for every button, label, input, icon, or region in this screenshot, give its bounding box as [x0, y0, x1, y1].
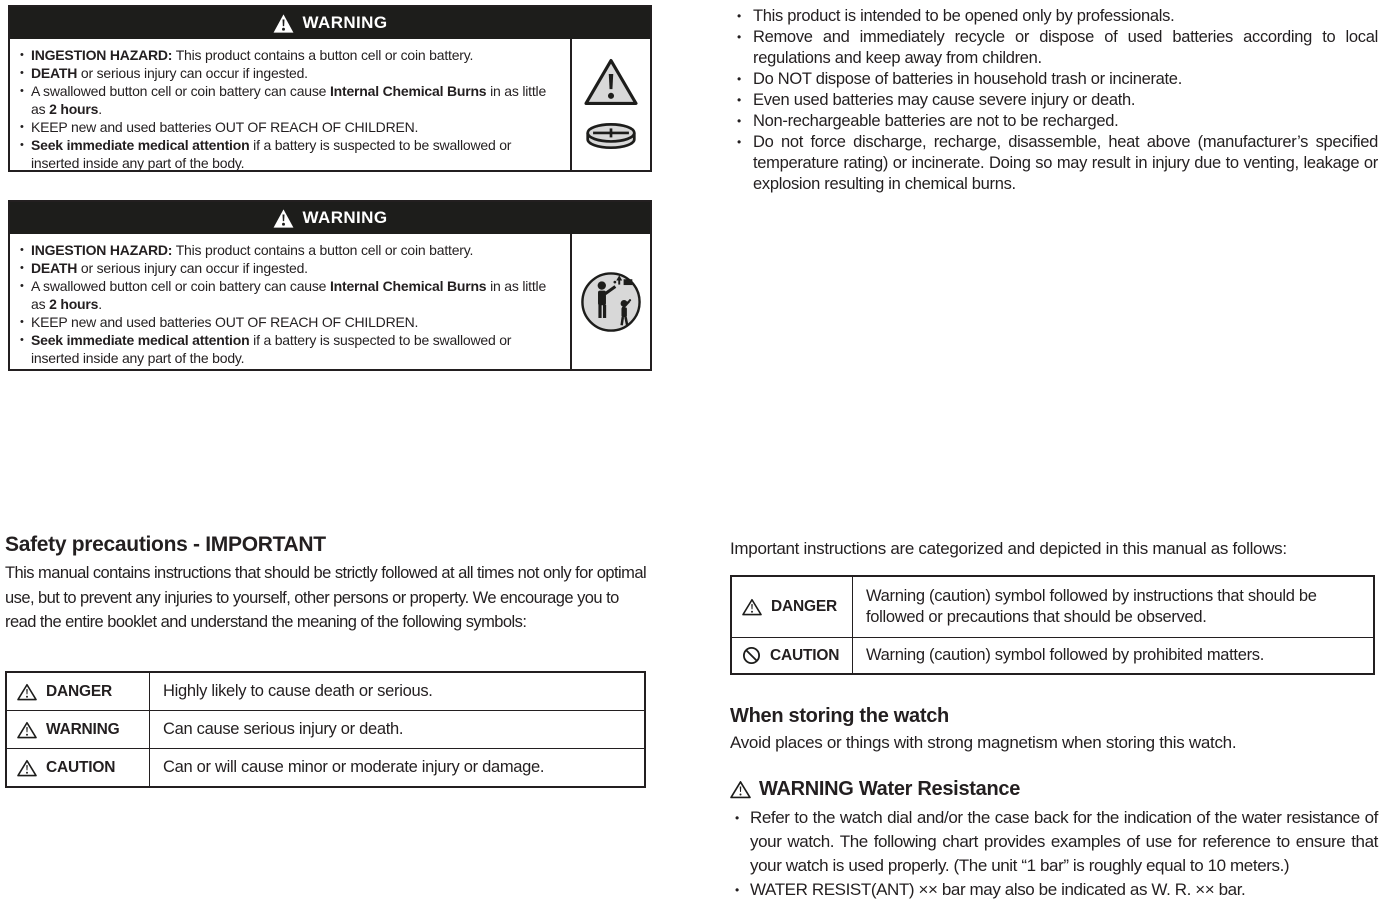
severity-description: Can or will cause minor or moderate injury or damage.	[163, 758, 545, 776]
severity-label-cell	[7, 711, 150, 748]
bullet-item: • Non-rechargeable batteries are not to be recharged.	[730, 111, 1378, 132]
bullet-item: • This product is intended to be opened only by professionals.	[730, 6, 1378, 27]
table-row	[7, 710, 644, 748]
warning-triangle-outline-icon	[742, 598, 762, 616]
warning-triangle-icon	[273, 209, 294, 228]
bullet-item: • DEATH or serious injury can occur if ingested.	[18, 64, 562, 82]
bullet-item: • WATER RESIST(ANT) ×× bar may also be indicated as W. R. ×× bar.	[730, 878, 1378, 902]
warning-triangle-outline-icon	[17, 759, 37, 777]
bullet-item: • KEEP new and used batteries OUT OF REACH OF CHILDREN.	[18, 118, 562, 136]
warning-icon-column	[570, 234, 650, 369]
battery-warning-box-1	[8, 5, 652, 172]
bullet-item: • INGESTION HAZARD: This product contains a button cell or coin battery.	[18, 46, 562, 64]
bullet-item: • Do not force discharge, recharge, disassemble, heat above (manufacturer’s specified temperature rating) or incinerate. Doing so may result in injury due to venting, leakage or explosion resulting in chemical burns.	[730, 132, 1378, 195]
warning-bullet-list	[10, 39, 570, 170]
warning-triangle-outline-icon	[17, 721, 37, 739]
bullet-item: • A swallowed button cell or coin battery can cause Internal Chemical Burns in as little as 2 hours.	[18, 82, 562, 118]
table-row	[7, 748, 644, 786]
coin-battery-icon	[585, 121, 637, 152]
warning-body	[10, 39, 650, 170]
bullet-item: • Do NOT dispose of batteries in household trash or incinerate.	[730, 69, 1378, 90]
legend-description: Warning (caution) symbol followed by prohibited matters.	[866, 646, 1265, 664]
bullet-item: • INGESTION HAZARD: This product contains a button cell or coin battery.	[18, 241, 562, 259]
table-row	[732, 577, 1373, 637]
warning-header	[10, 202, 650, 234]
table-row	[732, 637, 1373, 673]
prohibition-icon	[742, 646, 761, 665]
warning-header-label: WARNING	[302, 208, 388, 227]
bullet-item: • Refer to the watch dial and/or the case back for the indication of the water resistance of your watch. The following chart provides examples of use for reference to ensure that your watch is used properly. (The unit “1 bar” is roughly equal to 10 meters.)	[730, 806, 1378, 878]
legend-intro-text: Important instructions are categorized and depicted in this manual as follows:	[730, 539, 1287, 558]
legend-label: DANGER	[771, 598, 837, 615]
water-resistance-heading	[730, 778, 1020, 801]
warning-triangle-outline-icon	[17, 683, 37, 701]
safety-precautions-heading: Safety precautions - IMPORTANT	[5, 533, 326, 556]
bullet-item: • Remove and immediately recycle or dispose of used batteries according to local regulations and keep away from children.	[730, 27, 1378, 69]
bullet-item: • A swallowed button cell or coin battery can cause Internal Chemical Burns in as little as 2 hours.	[18, 277, 562, 313]
severity-label-cell	[7, 673, 150, 710]
warning-body	[10, 234, 650, 369]
bullet-item: • Even used batteries may cause severe injury or death.	[730, 90, 1378, 111]
legend-label: CAUTION	[770, 646, 840, 664]
bullet-item: • Seek immediate medical attention if a battery is suspected to be swallowed or inserted inside any part of the body.	[18, 136, 562, 172]
severity-description: Highly likely to cause death or serious.	[163, 682, 433, 700]
warning-header-label: WARNING	[302, 13, 388, 32]
bullet-item: • KEEP new and used batteries OUT OF REACH OF CHILDREN.	[18, 313, 562, 331]
severity-legend-table	[5, 671, 646, 788]
bullet-item: • DEATH or serious injury can occur if ingested.	[18, 259, 562, 277]
table-row	[7, 673, 644, 710]
instruction-legend-table	[730, 575, 1375, 675]
severity-label: WARNING	[46, 720, 120, 738]
water-resistance-heading-label: WARNING Water Resistance	[759, 778, 1021, 800]
warning-header	[10, 7, 650, 39]
warning-icon-column	[570, 39, 650, 170]
water-resistance-list	[730, 806, 1378, 902]
storing-heading: When storing the watch	[730, 705, 949, 727]
severity-label: CAUTION	[46, 758, 116, 776]
warning-bullet-list	[10, 234, 570, 369]
legend-label-cell	[732, 638, 853, 673]
legend-label-cell	[732, 577, 853, 637]
storing-body-text: Avoid places or things with strong magnetism when storing this watch.	[730, 733, 1237, 752]
battery-warning-box-2	[8, 200, 652, 371]
severity-label-cell	[7, 749, 150, 786]
warning-triangle-icon	[273, 14, 294, 33]
keep-away-from-children-icon	[580, 271, 642, 333]
warning-triangle-outline-icon	[730, 780, 751, 799]
legend-description: Warning (caution) symbol followed by instructions that should be followed or precautions that should be observed.	[866, 587, 1317, 626]
severity-label: DANGER	[46, 682, 112, 700]
safety-precautions-paragraph: This manual contains instructions that should be strictly followed at all times not only for optimal use, but to prevent any injuries to yourself, other persons or property. We encourage you to read the entire booklet and understand the meaning of the following symbols:	[5, 564, 647, 631]
severity-description: Can cause serious injury or death.	[163, 720, 404, 738]
bullet-item: • Seek immediate medical attention if a battery is suspected to be swallowed or inserted inside any part of the body.	[18, 331, 562, 367]
professional-notes-list	[730, 6, 1378, 195]
hazard-triangle-icon	[583, 57, 639, 107]
